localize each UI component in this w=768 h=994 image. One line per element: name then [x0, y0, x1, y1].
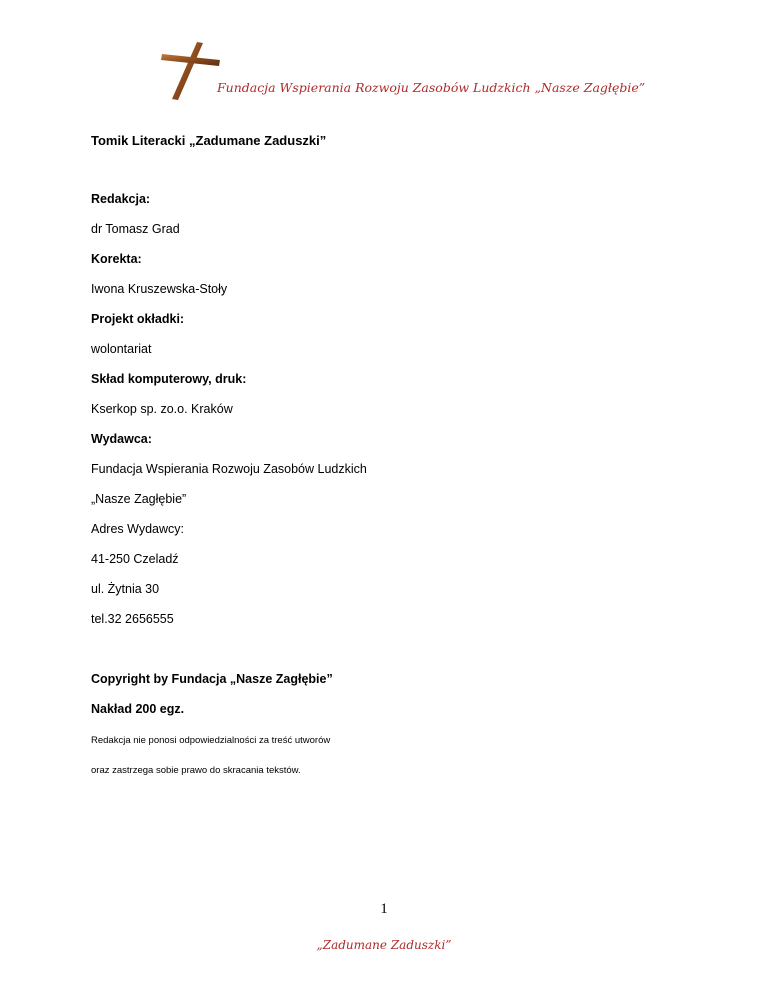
circulation-line: Nakład 200 egz. [91, 702, 185, 716]
editor-label: Redakcja: [91, 192, 151, 206]
editor-value: dr Tomasz Grad [91, 222, 180, 236]
cover-label: Projekt okładki: [91, 312, 185, 326]
publisher-label: Wydawca: [91, 432, 152, 446]
publisher-line-2: „Nasze Zagłębie” [91, 492, 187, 506]
copyright-line: Copyright by Fundacja „Nasze Zagłębie” [91, 672, 333, 686]
address-line-1: 41-250 Czeladź [91, 552, 179, 566]
page-header [0, 0, 768, 110]
disclaimer-line-1: Redakcja nie ponosi odpowiedzialności za treść utworów [91, 735, 331, 746]
address-line-2: ul. Żytnia 30 [91, 582, 160, 596]
publisher-line-1: Fundacja Wspierania Rozwoju Zasobów Ludzkich [91, 462, 367, 476]
address-label: Adres Wydawcy: [91, 522, 184, 536]
book-title: Tomik Literacki „Zadumane Zaduszki” [91, 133, 327, 148]
page-number: 1 [380, 901, 388, 917]
disclaimer-line-2: oraz zastrzega sobie prawo do skracania tekstów. [91, 765, 301, 776]
proof-value: Iwona Kruszewska-Stoły [91, 282, 228, 296]
footer-book-title: „Zadumane Zaduszki” [316, 938, 452, 952]
address-line-3: tel.32 2656555 [91, 612, 174, 626]
proof-label: Korekta: [91, 252, 142, 266]
organization-name: Fundacja Wspierania Rozwoju Zasobów Ludzkich „Nasze Zagłębie” [217, 80, 646, 95]
print-label: Skład komputerowy, druk: [91, 372, 247, 386]
wooden-cross-icon [160, 40, 222, 102]
print-value: Kserkop sp. zo.o. Kraków [91, 402, 233, 416]
cover-value: wolontariat [91, 342, 152, 356]
